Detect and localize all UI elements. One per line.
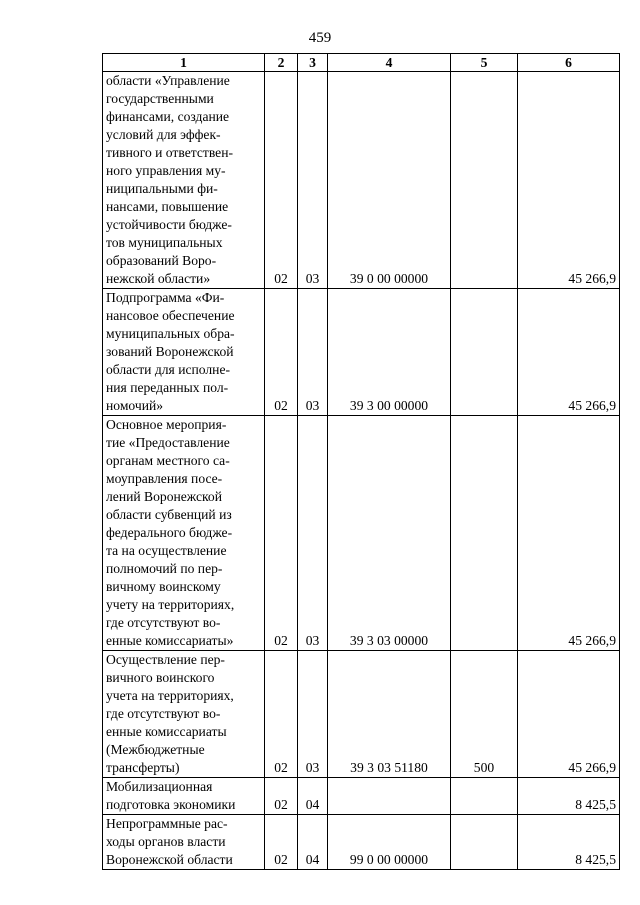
item-name-line: учету на территориях, — [106, 597, 235, 612]
expense-type-cell — [451, 289, 518, 416]
section-code-cell: 02 — [265, 72, 298, 289]
target-article-cell: 39 0 00 00000 — [328, 72, 451, 289]
item-name-line: та на осуществление — [106, 543, 227, 558]
expense-type-cell — [451, 778, 518, 815]
item-name-line: федерального бюдже- — [106, 525, 233, 540]
item-name-line: полномочий по пер- — [106, 561, 223, 576]
item-name-line: трансферты) — [106, 760, 180, 775]
item-name-line: где отсутствуют во- — [106, 615, 221, 630]
item-name-cell — [103, 651, 265, 778]
item-name-line: муниципальных обра- — [106, 326, 235, 341]
header-cell: 6 — [518, 54, 620, 72]
item-name-line: номочий» — [106, 398, 164, 413]
target-article-cell — [328, 778, 451, 815]
item-name-line: где отсутствуют во- — [106, 706, 221, 721]
item-name-cell — [103, 778, 265, 815]
item-name-line: нансами, повышение — [106, 199, 229, 214]
subsection-code-cell: 03 — [298, 416, 328, 651]
item-name-line: Подпрограмма «Фи- — [106, 290, 225, 305]
expense-type-cell: 500 — [451, 651, 518, 778]
item-name-line: (Межбюджетные — [106, 742, 205, 757]
item-name-line: тие «Предоставление — [106, 435, 230, 450]
expense-type-cell — [451, 815, 518, 870]
subsection-code-cell: 03 — [298, 72, 328, 289]
item-name-line: государственными — [106, 91, 214, 106]
amount-cell: 8 425,5 — [518, 778, 620, 815]
item-name-line: финансами, создание — [106, 109, 230, 124]
item-name-line: области субвенций из — [106, 507, 232, 522]
expense-type-cell — [451, 416, 518, 651]
subsection-code-cell: 04 — [298, 778, 328, 815]
item-name-line: подготовка экономики — [106, 797, 236, 812]
section-code-cell: 02 — [265, 289, 298, 416]
amount-cell: 45 266,9 — [518, 416, 620, 651]
header-cell: 1 — [103, 54, 265, 72]
item-name-line: Мобилизационная — [106, 779, 213, 794]
item-name-line: ния переданных пол- — [106, 380, 229, 395]
item-name-line: тов муниципальных — [106, 235, 223, 250]
amount-cell: 45 266,9 — [518, 72, 620, 289]
item-name-cell — [103, 289, 265, 416]
table-row — [103, 72, 620, 289]
amount-cell: 45 266,9 — [518, 651, 620, 778]
section-code-cell: 02 — [265, 815, 298, 870]
item-name-line: вичному воинскому — [106, 579, 221, 594]
section-code-cell: 02 — [265, 778, 298, 815]
table-row — [103, 416, 620, 651]
item-name-line: области для исполне- — [106, 362, 231, 377]
subsection-code-cell: 04 — [298, 815, 328, 870]
item-name-line: Непрограммные рас- — [106, 816, 228, 831]
amount-cell: 8 425,5 — [518, 815, 620, 870]
item-name-line: органам местного са- — [106, 453, 230, 468]
subsection-code-cell: 03 — [298, 651, 328, 778]
section-code-cell: 02 — [265, 416, 298, 651]
item-name-cell — [103, 72, 265, 289]
item-name-line: лений Воронежской — [106, 489, 222, 504]
item-name-line: енные комиссариаты» — [106, 633, 234, 648]
item-name-line: Основное мероприя- — [106, 417, 227, 432]
subsection-code-cell: 03 — [298, 289, 328, 416]
header-cell: 5 — [451, 54, 518, 72]
target-article-cell: 99 0 00 00000 — [328, 815, 451, 870]
item-name-line: устойчивости бюдже- — [106, 217, 232, 232]
item-name-line: ходы органов власти — [106, 834, 226, 849]
table-row — [103, 651, 620, 778]
amount-cell: 45 266,9 — [518, 289, 620, 416]
item-name-line: нансовое обеспечение — [106, 308, 235, 323]
header-cell: 2 — [265, 54, 298, 72]
table-row — [103, 778, 620, 815]
item-name-line: учета на территориях, — [106, 688, 234, 703]
table-row — [103, 289, 620, 416]
item-name-line: ного управления му- — [106, 163, 226, 178]
item-name-line: области «Управление — [106, 73, 230, 88]
item-name-line: зований Воронежской — [106, 344, 234, 359]
item-name-line: ниципальными фи- — [106, 181, 218, 196]
target-article-cell: 39 3 03 00000 — [328, 416, 451, 651]
item-name-line: енные комиссариаты — [106, 724, 227, 739]
item-name-line: образований Воро- — [106, 253, 217, 268]
target-article-cell: 39 3 03 51180 — [328, 651, 451, 778]
section-code-cell: 02 — [265, 651, 298, 778]
target-article-cell: 39 3 00 00000 — [328, 289, 451, 416]
budget-table — [102, 53, 620, 870]
item-name-line: моуправления посе- — [106, 471, 223, 486]
item-name-line: Осуществление пер- — [106, 652, 225, 667]
item-name-line: вичного воинского — [106, 670, 215, 685]
table-row — [103, 815, 620, 870]
item-name-line: Воронежской области — [106, 852, 233, 867]
header-cell: 4 — [328, 54, 451, 72]
item-name-line: тивного и ответствен- — [106, 145, 233, 160]
item-name-line: условий для эффек- — [106, 127, 221, 142]
item-name-cell — [103, 815, 265, 870]
header-cell: 3 — [298, 54, 328, 72]
page-number: 459 — [308, 30, 332, 46]
header-row — [103, 54, 620, 72]
item-name-line: нежской области» — [106, 271, 211, 286]
item-name-cell — [103, 416, 265, 651]
expense-type-cell — [451, 72, 518, 289]
